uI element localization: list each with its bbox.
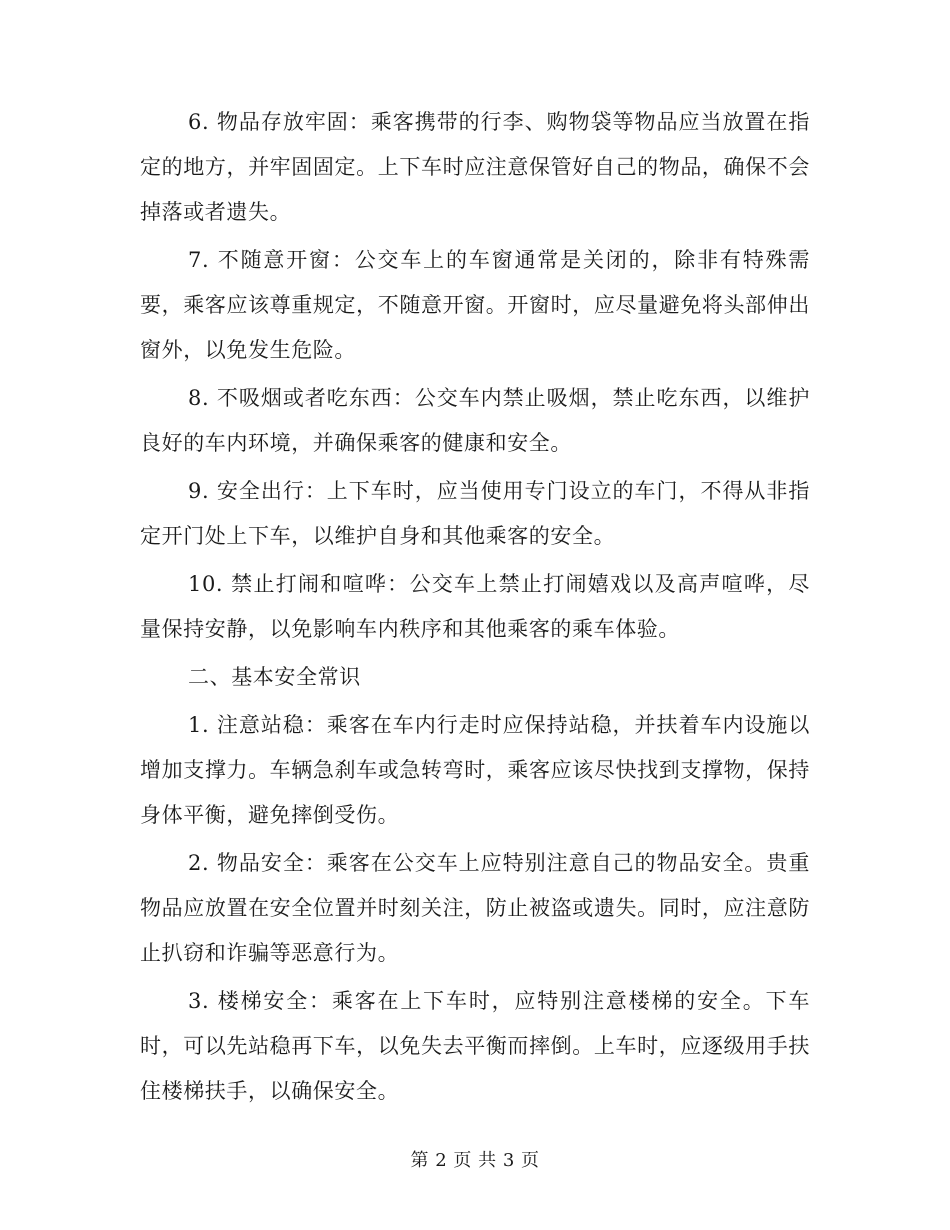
page-number-footer: 第 2 页 共 3 页 [410, 1150, 540, 1171]
section-heading: 二、基本安全常识 [188, 665, 361, 689]
paragraph-item-8: 8. 不吸烟或者吃东西：公交车内禁止吸烟，禁止吃东西，以维护良好的车内环境，并确保乘客的健康和安全。 [140, 386, 810, 455]
document-body [140, 100, 810, 1117]
paragraph-item-10: 10. 禁止打闹和喧哗：公交车上禁止打闹嬉戏以及高声喧哗，尽量保持安静，以免影响车内秩序和其他乘客的乘车体验。 [140, 572, 810, 641]
section-paragraph-3: 3. 楼梯安全：乘客在上下车时，应特别注意楼梯的安全。下车时，可以先站稳再下车，以免失去平衡而摔倒。上车时，应逐级用手扶住楼梯扶手，以确保安全。 [140, 989, 810, 1103]
paragraph-item-6: 6. 物品存放牢固：乘客携带的行李、购物袋等物品应当放置在指定的地方，并牢固固定。上下车时应注意保管好自己的物品，确保不会掉落或者遗失。 [140, 110, 810, 224]
paragraph-item-7: 7. 不随意开窗：公交车上的车窗通常是关闭的，除非有特殊需要，乘客应该尊重规定，不随意开窗。开窗时，应尽量避免将头部伸出窗外，以免发生危险。 [140, 248, 810, 362]
section-paragraph-2: 2. 物品安全：乘客在公交车上应特别注意自己的物品安全。贵重物品应放置在安全位置并时刻关注，防止被盗或遗失。同时，应注意防止扒窃和诈骗等恶意行为。 [140, 851, 810, 965]
section-paragraph-1: 1. 注意站稳：乘客在车内行走时应保持站稳，并扶着车内设施以增加支撑力。车辆急刹车或急转弯时，乘客应该尽快找到支撑物，保持身体平衡，避免摔倒受伤。 [140, 713, 810, 827]
paragraph-item-9: 9. 安全出行：上下车时，应当使用专门设立的车门，不得从非指定开门处上下车，以维护自身和其他乘客的安全。 [140, 479, 810, 548]
